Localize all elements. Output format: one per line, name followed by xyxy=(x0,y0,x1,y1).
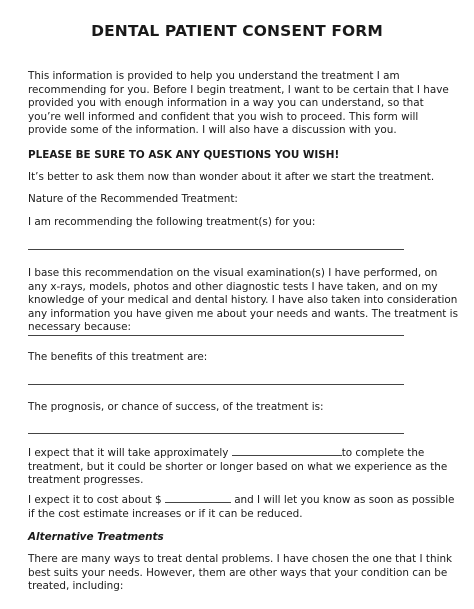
intro-paragraph: This information is provided to help you understand the treatment I am recommending for you. Before I begin treatment, I want to be certain that I have provided you with enough information in a way you can understand, so that you’re well informed and confident that you wish to proceed. This form will provide some of the information. I will also have a discussion with you. xyxy=(28,70,449,137)
recommended-treatment-label: I am recommending the following treatment(s) for you: xyxy=(28,216,316,228)
alternative-treatments-paragraph: There are many ways to treat dental problems. I have chosen the one that I think best suits your needs. However, them are other ways that your condition can be treated, including: xyxy=(28,553,453,593)
time-estimate-text-after: to complete the treatment, but it could be shorter or longer based on what we experience as the treatment progresses. xyxy=(28,447,448,487)
recommended-treatment-line[interactable] xyxy=(28,249,404,250)
nature-of-treatment-label: Nature of the Recommended Treatment: xyxy=(28,193,238,205)
prognosis-line[interactable] xyxy=(28,433,404,434)
ask-questions-heading: PLEASE BE SURE TO ASK ANY QUESTIONS YOU WISH! xyxy=(28,149,340,161)
ask-questions-text: It’s better to ask them now than wonder about it after we start the treatment. xyxy=(28,171,435,183)
time-estimate-text-before: I expect that it will take approximately xyxy=(28,447,229,459)
cost-estimate-paragraph xyxy=(28,493,458,521)
cost-estimate-text-after: and I will let you know as soon as possible if the cost estimate increases or if it can be reduced. xyxy=(28,494,455,520)
benefits-label: The benefits of this treatment are: xyxy=(28,351,208,363)
benefits-line[interactable] xyxy=(28,384,404,385)
time-estimate-blank[interactable] xyxy=(232,446,342,456)
cost-estimate-text-before: I expect it to cost about $ xyxy=(28,494,162,506)
necessity-reason-line[interactable] xyxy=(28,335,404,336)
recommendation-basis-paragraph: I base this recommendation on the visual examination(s) I have performed, on any x-rays, models, photos and other diagnostic tests I have taken, and on my knowledge of your medical and dental history. I have also taken into consideration any information you have given me about your needs and wants. The treatment is necessary because: xyxy=(28,267,458,334)
form-title: DENTAL PATIENT CONSENT FORM xyxy=(91,22,383,40)
cost-estimate-blank[interactable] xyxy=(165,493,231,503)
time-estimate-paragraph xyxy=(28,446,458,488)
alternative-treatments-heading: Alternative Treatments xyxy=(28,531,164,543)
prognosis-label: The prognosis, or chance of success, of the treatment is: xyxy=(28,401,324,413)
